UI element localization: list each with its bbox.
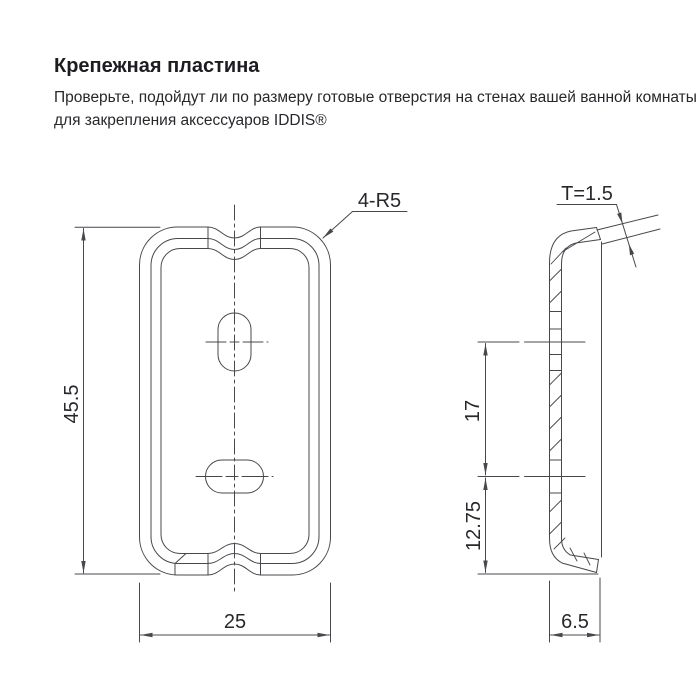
profile-bottom-tip <box>597 560 599 573</box>
corner-radius-callout <box>323 190 407 238</box>
dimension-height-45-5 <box>61 227 160 574</box>
front-view <box>140 205 331 591</box>
hole-spacing-label: 17 <box>462 399 484 423</box>
depth-dim-label: 6.5 <box>561 611 589 633</box>
corner-radius-label: 4-R5 <box>357 190 402 212</box>
slot-section-edges <box>550 312 562 494</box>
height-dim-label: 45.5 <box>61 384 83 424</box>
dimension-width-25 <box>140 583 331 642</box>
stamping-detail <box>175 554 186 576</box>
section-hatching <box>550 232 596 565</box>
dimension-lower-offset-12-75 <box>463 478 486 573</box>
profile-inner-surface <box>562 240 601 560</box>
page-description-line-2: для закрепления аксессуаров IDDIS® <box>54 112 327 129</box>
side-view <box>550 228 602 573</box>
dimension-depth-6-5 <box>550 578 601 642</box>
thickness-callout <box>557 183 660 267</box>
thickness-label: T=1.5 <box>561 183 613 205</box>
width-dim-label: 25 <box>223 611 247 633</box>
lower-offset-label: 12.75 <box>463 500 485 552</box>
page-description-line-1: Проверьте, подойдут ли по размеру готовые отверстия на стенах вашей ванной комнаты <box>54 89 697 106</box>
dimension-hole-spacing-17 <box>462 344 486 476</box>
page-title: Крепежная пластина <box>54 55 260 77</box>
side-extension-lines <box>478 342 598 574</box>
